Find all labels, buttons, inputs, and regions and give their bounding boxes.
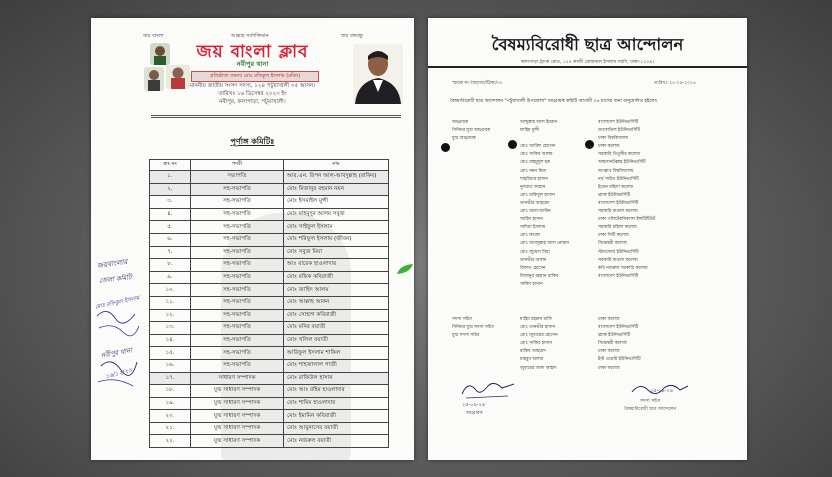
member-name: সাকিব হাসান <box>520 281 543 287</box>
organization-address: কলাপাড়া ট্রাংক রোড, ১২৪ কাজী রোজনাল ইসলাম সরণি, ঢাকা-১২০৯। <box>521 60 654 65</box>
name-cell: মোঃ শাহজালাল গাজী <box>284 359 389 372</box>
post-cell: সহ-সভাপতি <box>191 233 284 246</box>
member-institution: আহসানউল্লাহ ইউনিভার্সিটি <box>598 160 646 166</box>
member-name: রিফাত হোসেন <box>520 265 546 271</box>
post-cell: যুগ্ম সাধারণ সম্পাদক <box>191 385 284 398</box>
member-institution: ঢাকা সিটি কলেজ <box>598 233 629 239</box>
name-cell: মোঃ শামিম হাওলাদার <box>284 397 389 410</box>
member-name: মোঃ আল-আমিন <box>520 209 551 215</box>
post-cell: সহ-সভাপতি <box>191 196 284 209</box>
member-name: মোঃ জুয়েল মিয়া <box>520 249 550 255</box>
role-joint-convener: যুগ্ম আহ্বায়ক <box>452 136 476 142</box>
signature-scribble-icon <box>93 286 143 396</box>
patron-banner: প্রতিষ্ঠাতা জনাব মোঃ রফিকুল ইসলাম (রবিন) <box>191 71 319 82</box>
serial-cell: ৩. <box>150 196 191 209</box>
post-cell: সহ-সভাপতি <box>191 309 284 322</box>
col-header-name: নাম <box>284 160 389 171</box>
name-cell: মোঃ আবুনাসের বয়াতী <box>284 422 389 435</box>
secretary-signature-date: ২৫-০৯-২৪ <box>650 388 674 394</box>
member-name: রাকিব আহমেদ <box>520 349 546 355</box>
table-row <box>150 284 389 297</box>
table-row <box>150 385 389 398</box>
member-name: মোঃ আবদুল্লাহ আল নোমান <box>520 241 569 247</box>
name-cell: আর.এন. রিপন আল-আবদুল্লাহ (রাকিব) <box>284 171 389 184</box>
member-name: মাহবুব আলম <box>520 357 544 363</box>
name-cell: মোঃ জাহিদ আলম <box>284 284 389 297</box>
member-name: মোঃ তানভীর হাসান <box>520 325 556 331</box>
table-row <box>150 183 389 196</box>
serial-cell: ১৯. <box>150 397 191 410</box>
post-cell: সহ-সভাপতি <box>191 221 284 234</box>
post-cell: সহ-সভাপতি <box>191 322 284 335</box>
member-name: মোঃ নয়ন মিয়া <box>520 168 547 174</box>
post-cell: সহ-সভাপতি <box>191 183 284 196</box>
post-cell: সহ-সভাপতি <box>191 208 284 221</box>
post-cell: সহ-সভাপতি <box>191 347 284 360</box>
member-institution: ডাফোডিল ইউনিভার্সিটি <box>598 128 640 134</box>
member-institution: বাংলাদেশ ইউনিভার্সিটি <box>598 200 639 206</box>
names-column <box>520 119 569 289</box>
redaction-dot <box>441 143 450 152</box>
title-divider <box>428 66 747 68</box>
handwritten-stamp: মোঃ রফিকুল ইসলাম <box>94 295 141 311</box>
table-row <box>150 435 389 448</box>
table-header-row <box>150 160 389 171</box>
post-cell: সহ-সভাপতি <box>191 334 284 347</box>
serial-cell: ১৮. <box>150 385 191 398</box>
name-cell: মোঃ নজরুল বয়াতী <box>284 435 389 448</box>
member-institution: ব্র্যাক ইউনিভার্সিটি <box>598 192 631 198</box>
member-institution: জগন্নাথ বিশ্ববিদ্যালয় <box>598 168 634 174</box>
member-name: ফাহিম মুন্সী <box>520 128 540 134</box>
place-line: নবীপুর, কলাপাড়া, পটুয়াখালী। <box>219 99 286 105</box>
table-row <box>150 397 389 410</box>
serial-cell: ৬. <box>150 233 191 246</box>
member-name: মোঃ জুবায়ের হোসেন <box>520 333 558 339</box>
name-cell: মোঃ শরিফুল ইসলাম (জীবন) <box>284 233 389 246</box>
serial-cell: ২১. <box>150 422 191 435</box>
name-cell: মোঃ সাইফুল ইসলাম <box>284 221 389 234</box>
table-row <box>150 359 389 372</box>
post-cell: যুগ্ম সাধারণ সম্পাদক <box>191 435 284 448</box>
name-cell: মোঃ মিজানুর রহমান নয়ন <box>284 183 389 196</box>
memo-date: তারিখঃ ২৫-০৯-২০২৪ <box>654 81 696 86</box>
serial-cell: ১৬. <box>150 359 191 372</box>
post-cell: সহ-সভাপতি <box>191 284 284 297</box>
member-institution: সরকারি বাঙলা কলেজ <box>598 209 638 215</box>
table-row <box>150 309 389 322</box>
member-institution: নর্থ সাউথ ইউনিভার্সিটি <box>598 176 639 182</box>
member-name: মোঃ রুবেল <box>520 233 541 239</box>
member-institution: সরকারি বাঙলা কলেজ <box>598 257 638 263</box>
member-institution: সিদ্ধেশ্বরী কলেজ <box>598 341 627 347</box>
approval-intro: বৈষম্যবিরোধী ছাত্র আন্দোলন "পটুয়াখালী উপজেলা" আহ্বায়ক কমিটি আগামী ০৬ মাসের জন্য অনুমোদিত হইলো। <box>450 99 658 104</box>
convener-signature-label: আহ্বায়ক <box>466 411 483 416</box>
table-row <box>150 322 389 335</box>
post-cell: যুগ্ম সাধারণ সম্পাদক <box>191 397 284 410</box>
roles-column <box>452 119 490 143</box>
member-name: শাহরিয়ার হাসান <box>520 176 548 182</box>
handwritten-date: ১৬/১২/২৩ <box>104 366 133 381</box>
post-cell: সহ-সভাপতি <box>191 296 284 309</box>
serial-cell: ১১. <box>150 296 191 309</box>
thana-name: নবীপুর থানা <box>236 60 269 68</box>
serial-cell: ১. <box>150 171 191 184</box>
patron-portrait <box>353 44 403 104</box>
post-cell: সাধারণ সম্পাদক <box>191 372 284 385</box>
table-row <box>150 259 389 272</box>
serial-cell: ২০. <box>150 410 191 423</box>
member-institution: ইস্ট ওয়েস্ট ইউনিভার্সিটি <box>598 357 641 363</box>
name-cell: মোঃ সোহাগ কবিরাজী <box>284 309 389 322</box>
table-row <box>150 410 389 423</box>
name-cell: মোঃ ইসমাইল মুন্সী <box>284 196 389 209</box>
member-institution: ব্র্যাক ইউনিভার্সিটি <box>598 333 631 339</box>
names-column-2 <box>520 316 558 373</box>
member-institution: বাংলাদেশ ইউনিভার্সিটি <box>598 120 639 125</box>
redaction-dot <box>508 140 517 149</box>
header-divider <box>151 115 401 116</box>
member-institution: সিদ্ধেশ্বরী কলেজ <box>598 241 627 247</box>
role-senior-joint-member-secretary: সিনিয়র যুগ্ম সদস্য সচিব <box>452 325 494 331</box>
member-name: মোঃ সাকিব হাসান <box>520 341 552 347</box>
name-cell: মোঃ আল্লাহ আকন <box>284 296 389 309</box>
header-center-text: আল্লাহ সর্বশক্তিমান <box>231 33 269 39</box>
handwritten-note-3: নবীপুর থানা <box>100 346 133 360</box>
header-divider-thin <box>151 117 401 118</box>
header-left-text: জয় বাংলা <box>143 33 164 39</box>
member-institution: ঢাকা কলেজ <box>598 317 620 322</box>
table-row <box>150 171 389 184</box>
member-name <box>520 135 569 143</box>
member-institution: কবি নজরুল সরকারি কলেজ <box>598 265 648 271</box>
serial-cell: ৮. <box>150 259 191 272</box>
table-row <box>150 233 389 246</box>
redaction-dot <box>585 140 594 149</box>
name-cell: মোঃ আঃ রহিম হাওলাদার <box>284 385 389 398</box>
handwritten-note-2: জেলা কমিটি <box>98 273 132 285</box>
convener-signature-date: ২৫-০৯-২৪ <box>462 402 486 408</box>
member-institution: ঢাকা বিশ্ববিদ্যালয় <box>598 136 629 142</box>
name-cell: মোঃ রফিক কবিরাজী <box>284 271 389 284</box>
member-name: তানভীর আহমেদ <box>520 200 550 206</box>
secretary-signature-caption: বৈষম্যবিরোধী ছাত্র আন্দোলন <box>624 407 677 412</box>
post-cell: যুগ্ম সাধারণ সম্পাদক <box>191 422 284 435</box>
member-name: জুবায়ের আল আহাদ <box>520 365 557 371</box>
committee-table-body <box>150 171 389 448</box>
post-cell: সহ-সভাপতি <box>191 246 284 259</box>
roles-column-2 <box>452 316 494 340</box>
organization-title: বৈষম্যবিরোধী ছাত্র আন্দোলন <box>491 35 684 54</box>
serial-cell: ১০. <box>150 284 191 297</box>
table-row <box>150 422 389 435</box>
name-cell: মোঃ ইমামিন কবিরাজী <box>284 410 389 423</box>
serial-cell: ১৫. <box>150 347 191 360</box>
serial-cell: ৪. <box>150 208 191 221</box>
table-row <box>150 271 389 284</box>
role-convener: আহ্বায়ক <box>452 120 469 125</box>
member-institution: ইডেন মহিলা কলেজ <box>598 184 634 190</box>
secretary-signature-label: সদস্য সচিব <box>640 399 661 404</box>
member-institution: স্টামফোর্ড ইউনিভার্সিটি <box>598 249 639 255</box>
member-name: তানভীর আলম <box>520 257 547 263</box>
member-institution: ঢাকা কলেজ <box>598 349 620 355</box>
left-document-page <box>91 18 414 460</box>
club-name: জয় বাংলা ক্লাব <box>196 42 309 62</box>
member-institution: ঢাকা কলেজ <box>598 365 620 371</box>
name-cell: আঃ বারেক হাওলাদার <box>284 259 389 272</box>
member-name: আব্দুল্লাহ আল ইমরান <box>520 120 558 125</box>
committee-heading: পূর্ণাঙ্গ কমিটিঃ <box>230 137 275 146</box>
committee-table <box>149 159 389 448</box>
serial-cell: ৭. <box>150 246 191 259</box>
member-name: মোঃ সাকিব আলম <box>520 152 553 158</box>
name-cell: মোঃ খলিল বয়াতী <box>284 334 389 347</box>
member-institution: ঢাকা পলিটেকনিক্যাল ইন্সটিটিউট <box>598 217 656 223</box>
table-row <box>150 196 389 209</box>
member-name: সাদিয়া ইসলাম <box>520 225 546 231</box>
name-cell: মোঃ মাহমুদুর আলম সবুজ <box>284 208 389 221</box>
convener-signature-icon <box>458 376 518 402</box>
role-senior-joint-convener: সিনিয়র যুগ্ম আহ্বায়ক <box>452 128 491 134</box>
name-cell: আরিফুল ইসলাম শাকিল <box>284 347 389 360</box>
serial-cell: ৯. <box>150 271 191 284</box>
right-document-page <box>428 18 747 460</box>
member-name: জাহিদ হাসান <box>520 217 543 223</box>
member-name: নুসরাত জাহান <box>520 184 546 190</box>
post-cell: সহ-সভাপতি <box>191 359 284 372</box>
institutions-column-2 <box>598 316 641 373</box>
role-joint-member-secretary: যুগ্ম সদস্য সচিব <box>452 333 480 339</box>
serial-cell: ১২. <box>150 309 191 322</box>
member-institution: বাংলাদেশ ইউনিভার্সিটি <box>598 325 639 331</box>
member-institution: ঢাকা কলেজ <box>598 144 620 150</box>
table-row <box>150 372 389 385</box>
post-cell: যুগ্ম সাধারণ সম্পাদক <box>191 410 284 423</box>
serial-cell: ২২. <box>150 435 191 448</box>
member-name: মোঃ রাকিবুল হাসান <box>520 192 555 198</box>
table-row <box>150 208 389 221</box>
serial-cell: ২. <box>150 183 191 196</box>
name-cell: মোঃ মনির বয়াতী <box>284 322 389 335</box>
post-cell: সভাপতি <box>191 171 284 184</box>
header-right-text: জয় বঙ্গবন্ধু <box>341 33 363 39</box>
serial-cell: ১৭. <box>150 372 191 385</box>
handwritten-note-1: জয়বাংলার <box>96 257 128 271</box>
name-cell: মোঃ সবুজ মিয়া <box>284 246 389 259</box>
member-institution: বাংলাদেশ ইউনিভার্সিটি <box>598 273 639 279</box>
serial-cell: ১৪. <box>150 334 191 347</box>
institutions-column <box>598 119 655 281</box>
member-name: মোঃ মাহমুদুল হক <box>520 160 551 166</box>
leaf-icon <box>396 263 414 275</box>
role-member-secretary: সদস্য সচিব <box>452 317 472 322</box>
member-institution: সরকারি তিতুমীর কলেজ <box>598 152 641 158</box>
col-header-post: পদবী <box>191 160 284 171</box>
table-row <box>150 347 389 360</box>
memo-number: স্মারক নং-বৈছাআ/টি/কা/০৮ <box>452 81 503 86</box>
table-row <box>150 296 389 309</box>
table-row <box>150 221 389 234</box>
serial-cell: ১৩. <box>150 322 191 335</box>
mp-line: মাননীয় জাতীয় সংসদ সদস্য, ১২৪ পটুয়াখালী ০৫ আসন। <box>189 83 316 89</box>
date-line: তারিখঃ ১৬ ডিসেম্বর ২০২৩ ইং <box>218 91 287 97</box>
member-institution: সরকারি মহিলা কলেজ <box>598 225 637 231</box>
name-cell: মোঃ রাফিউল হাসান <box>284 372 389 385</box>
post-cell: সহ-সভাপতি <box>191 271 284 284</box>
member-name: মোঃ আরিফ হোসেন <box>520 144 556 150</box>
table-row <box>150 334 389 347</box>
member-name: মিজানুর রহমান রাকিব <box>520 273 559 279</box>
col-header-serial: ক্রঃ নং <box>150 160 191 171</box>
member-name: মাহিম রহমান রাফি <box>520 317 552 322</box>
post-cell: সহ-সভাপতি <box>191 259 284 272</box>
serial-cell: ৫. <box>150 221 191 234</box>
table-row <box>150 246 389 259</box>
